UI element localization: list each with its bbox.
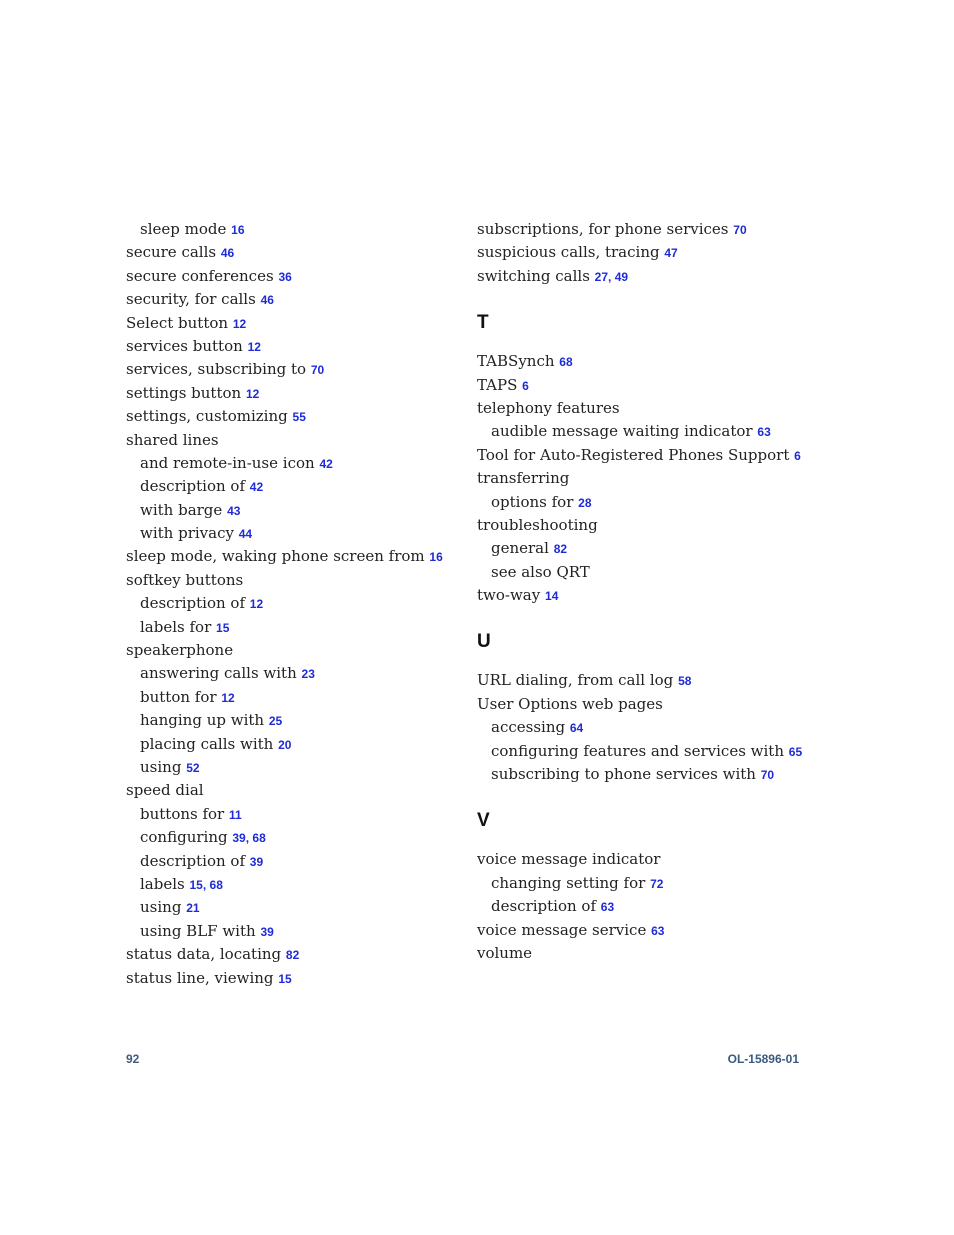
index-entry (126, 944, 456, 967)
index-term: configuring features and services with (491, 741, 784, 760)
page-reference-link[interactable]: 39 (260, 924, 274, 939)
page-reference-link[interactable]: 65 (788, 744, 803, 759)
index-term: status line, viewing (126, 968, 274, 987)
index-subentry (477, 896, 807, 919)
index-term: Tool for Auto-Registered Phones Support (477, 445, 790, 464)
page-reference-link[interactable]: 46 (220, 246, 235, 261)
section-spacer (477, 833, 807, 849)
page-reference-link[interactable]: 47 (664, 246, 678, 261)
index-term: status data, locating (126, 945, 282, 964)
index-entry (126, 383, 456, 406)
index-term: softkey buttons (126, 570, 244, 589)
index-term: using (140, 757, 182, 776)
page-reference-link[interactable]: 20 (278, 737, 292, 752)
index-subentry (126, 663, 456, 686)
page-reference-link[interactable]: 42 (249, 480, 264, 495)
index-entry (126, 546, 456, 569)
index-entry (477, 445, 807, 468)
page-reference-link[interactable]: 15 (216, 620, 230, 635)
index-subentry (126, 897, 456, 920)
index-term: general (491, 539, 549, 558)
page-reference-link[interactable]: 82 (285, 948, 300, 963)
index-term: secure calls (126, 243, 217, 262)
section-spacer (477, 787, 807, 809)
page-reference-link[interactable]: 27, 49 (594, 269, 629, 284)
index-term: configuring (140, 828, 228, 847)
index-term: services button (126, 336, 243, 355)
page-reference-link[interactable]: 70 (760, 768, 775, 783)
index-term: transferring (477, 469, 570, 488)
index-subentry (126, 219, 456, 242)
index-entry (477, 468, 807, 491)
page-reference-link[interactable]: 55 (292, 410, 306, 425)
page-reference-link[interactable]: 70 (733, 223, 747, 237)
index-term: labels for (140, 617, 212, 636)
index-subentry (126, 827, 456, 850)
index-subentry (126, 804, 456, 827)
index-term: subscriptions, for phone services (477, 220, 729, 238)
index-entry (126, 968, 456, 991)
index-column-left (126, 219, 456, 991)
index-term: switching calls (477, 266, 590, 285)
index-column-right (477, 219, 807, 966)
index-subentry (126, 453, 456, 476)
index-term: two-way (477, 586, 541, 605)
index-entry (477, 219, 807, 242)
index-subentry (477, 873, 807, 896)
index-entry (477, 266, 807, 289)
section-spacer (477, 654, 807, 670)
index-term: voice message indicator (477, 850, 661, 869)
page-reference-link[interactable]: 63 (600, 900, 615, 915)
index-subentry (126, 500, 456, 523)
index-term: secure conferences (126, 266, 274, 285)
page-reference-link[interactable]: 82 (553, 542, 568, 557)
index-term: subscribing to phone services with (491, 765, 756, 784)
page-reference-link[interactable]: 52 (186, 760, 200, 775)
page-reference-link[interactable]: 16 (429, 550, 443, 565)
index-entry (126, 570, 456, 593)
index-term: services, subscribing to (126, 360, 307, 379)
index-subentry (126, 851, 456, 874)
index-subentry (126, 757, 456, 780)
index-subentry (126, 687, 456, 710)
page-reference-link[interactable]: 46 (260, 293, 274, 308)
index-term: speakerphone (126, 641, 234, 660)
index-entry (477, 585, 807, 608)
page-reference-link[interactable]: 12 (249, 597, 264, 612)
page-reference-link[interactable]: 42 (319, 456, 333, 471)
page-reference-link[interactable]: 6 (522, 378, 529, 393)
page-number: 92 (126, 1052, 140, 1066)
index-term: using (140, 898, 182, 917)
index-term: TAPS (477, 375, 518, 394)
section-letter: T (477, 312, 489, 334)
page-reference-link[interactable]: 23 (301, 667, 315, 682)
index-subentry (126, 476, 456, 499)
index-subentry (126, 734, 456, 757)
index-term: description of (140, 477, 246, 496)
page-reference-link[interactable]: 21 (186, 901, 200, 916)
index-subentry (477, 562, 807, 585)
index-term: accessing (491, 718, 566, 737)
index-term: description of (140, 851, 246, 870)
index-entry (477, 375, 807, 398)
index-term: settings button (126, 383, 242, 402)
index-entry (477, 849, 807, 872)
index-subentry (126, 710, 456, 733)
index-entry (126, 266, 456, 289)
index-term: TABSynch (477, 352, 555, 371)
index-entry (477, 943, 807, 966)
page-reference-link[interactable]: 15 (278, 971, 292, 986)
index-term: placing calls with (140, 734, 274, 753)
index-term: troubleshooting (477, 515, 598, 534)
index-term: options for (491, 492, 574, 511)
page-reference-link[interactable]: 70 (310, 363, 325, 378)
index-term: settings, customizing (126, 407, 288, 426)
index-subentry (477, 741, 807, 764)
index-term: description of (491, 897, 597, 916)
index-term: URL dialing, from call log (477, 671, 674, 690)
page-reference-link[interactable]: 12 (247, 339, 261, 354)
index-entry (477, 694, 807, 717)
page-reference-link[interactable]: 11 (229, 807, 242, 822)
index-subentry (477, 492, 807, 515)
page-reference-link[interactable]: 39, 68 (232, 831, 266, 846)
index-subentry (126, 921, 456, 944)
index-entry (126, 336, 456, 359)
page-reference-link[interactable]: 25 (268, 714, 283, 729)
index-subentry (126, 523, 456, 546)
index-term: see also QRT (491, 562, 590, 581)
index-entry (126, 242, 456, 265)
section-spacer (477, 289, 807, 311)
index-subentry (126, 617, 456, 640)
page-reference-link[interactable]: 68 (559, 355, 573, 370)
page-reference-link[interactable]: 12 (245, 386, 260, 401)
index-term: volume (477, 943, 533, 962)
page-reference-link[interactable]: 14 (545, 589, 559, 604)
index-entry (126, 430, 456, 453)
page-reference-link[interactable]: 28 (578, 495, 592, 510)
index-term: speed dial (126, 781, 204, 800)
index-subentry (126, 593, 456, 616)
index-term: changing setting for (491, 873, 646, 892)
section-spacer (477, 608, 807, 630)
index-entry (477, 351, 807, 374)
index-term: sleep mode (140, 220, 227, 238)
index-term: shared lines (126, 430, 219, 449)
section-letter: V (477, 810, 490, 832)
index-entry (126, 359, 456, 382)
section-spacer (477, 335, 807, 351)
page-reference-link[interactable]: 43 (227, 503, 241, 518)
index-subentry (477, 538, 807, 561)
index-entry (477, 242, 807, 265)
index-entry (477, 670, 807, 693)
index-entry (477, 398, 807, 421)
index-term: Select button (126, 313, 229, 332)
index-term: hanging up with (140, 711, 265, 730)
index-subentry (477, 764, 807, 787)
index-term: button for (140, 687, 217, 706)
index-entry (477, 920, 807, 943)
index-entry (126, 640, 456, 663)
index-term: suspicious calls, tracing (477, 243, 660, 262)
page-reference-link[interactable]: 72 (650, 876, 664, 891)
document-id: OL-15896-01 (727, 1052, 799, 1066)
page-reference-link[interactable]: 39 (249, 854, 264, 869)
index-term: description of (140, 594, 246, 613)
index-entry (126, 406, 456, 429)
index-term: answering calls with (140, 664, 297, 683)
page-reference-link[interactable]: 12 (221, 690, 235, 705)
page-reference-link[interactable]: 58 (678, 674, 692, 689)
index-term: buttons for (140, 804, 225, 823)
index-entry (126, 780, 456, 803)
index-entry (126, 313, 456, 336)
index-term: labels (140, 874, 185, 893)
index-term: and remote-in-use icon (140, 453, 315, 472)
index-term: security, for calls (126, 290, 256, 309)
index-term: voice message service (477, 920, 647, 939)
index-subentry (126, 874, 456, 897)
section-letter: U (477, 631, 491, 653)
page-reference-link[interactable]: 6 (794, 448, 801, 463)
page-reference-link[interactable]: 16 (231, 223, 245, 237)
index-term: User Options web pages (477, 694, 663, 713)
page-reference-link[interactable]: 64 (569, 721, 584, 736)
page-reference-link[interactable]: 15, 68 (189, 877, 223, 892)
index-subentry (477, 717, 807, 740)
index-term: with barge (140, 500, 223, 519)
index-term: using BLF with (140, 921, 256, 940)
page-reference-link[interactable]: 63 (651, 923, 665, 938)
index-term: audible message waiting indicator (491, 422, 753, 441)
page-reference-link[interactable]: 44 (238, 527, 253, 542)
index-term: telephony features (477, 398, 620, 417)
page-reference-link[interactable]: 63 (757, 425, 771, 440)
page-reference-link[interactable]: 12 (232, 316, 247, 331)
index-entry (126, 289, 456, 312)
index-entry (477, 515, 807, 538)
page-reference-link[interactable]: 36 (278, 269, 292, 284)
index-term: sleep mode, waking phone screen from (126, 547, 425, 566)
index-term: with privacy (140, 524, 234, 543)
index-subentry (477, 421, 807, 444)
